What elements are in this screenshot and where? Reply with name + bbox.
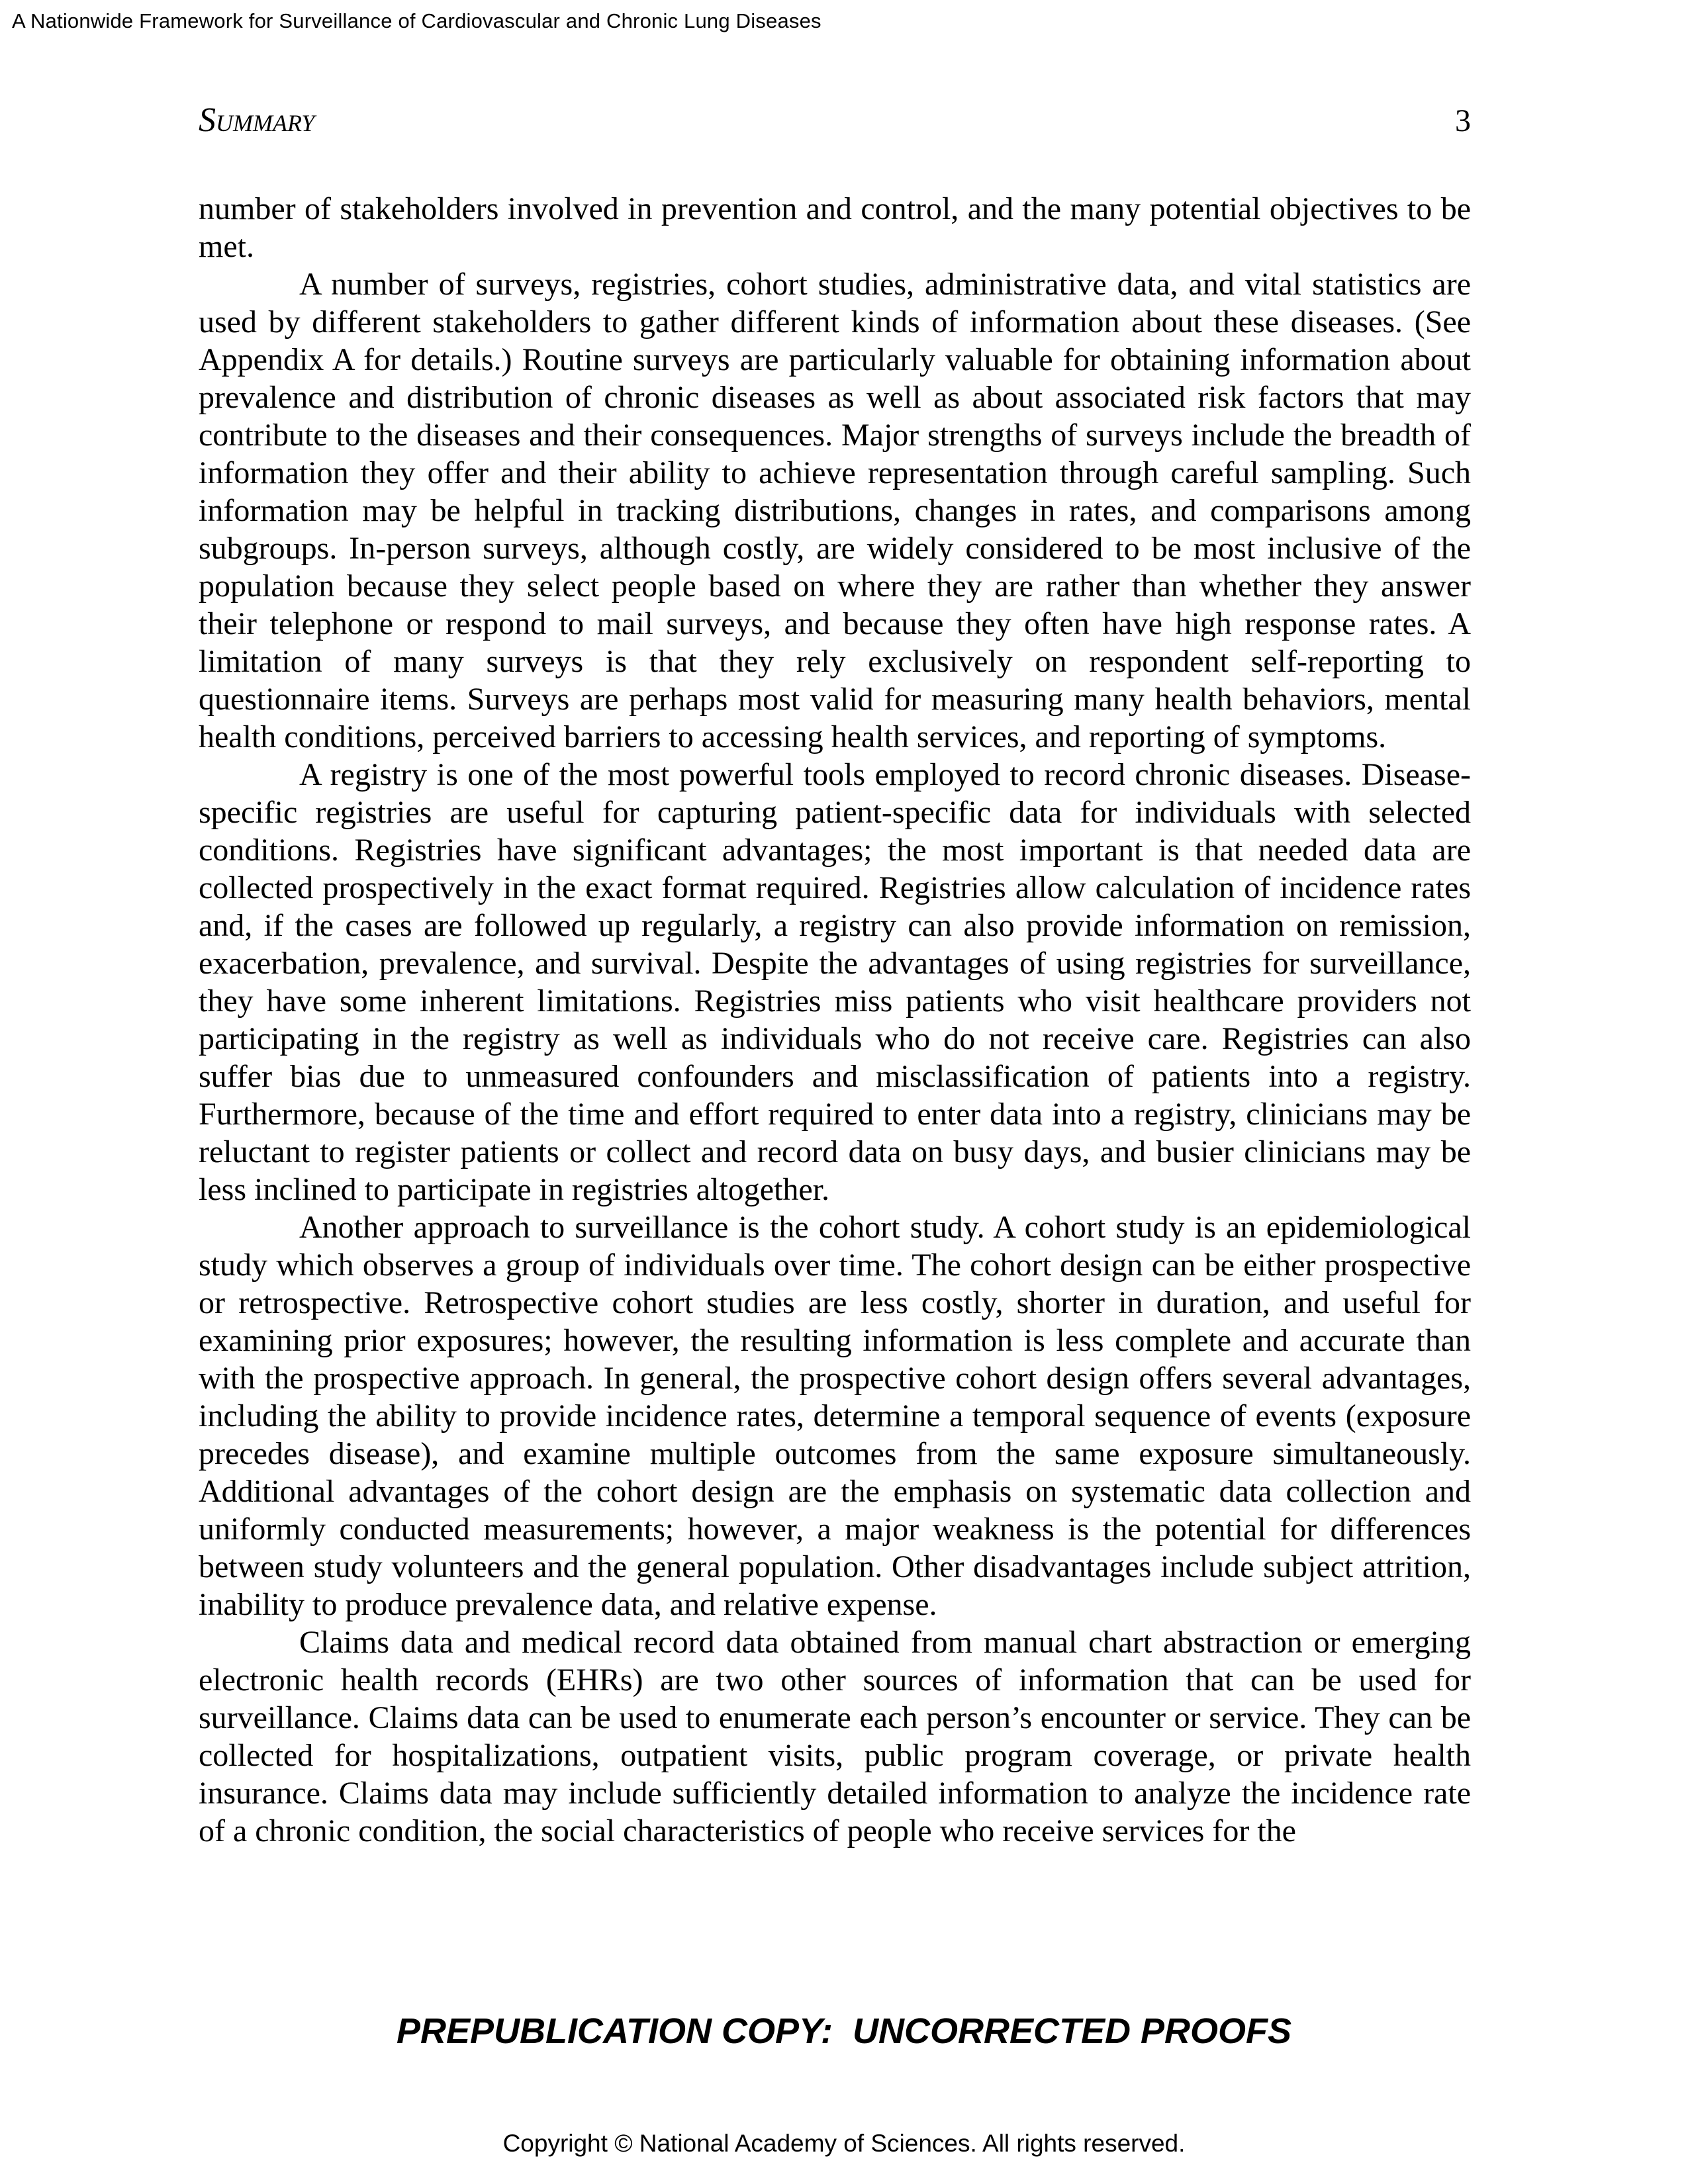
body-text-column: [199, 190, 1471, 1850]
paragraph-registries: A registry is one of the most powerful tools employed to record chronic diseases. Disease-specific registries are useful for capturing patient-specific data for individuals with selected conditions. Registries have significant advantages; the most important is that needed data are collected prospectively in the exact format required. Registries allow calculation of incidence rates and, if the cases are followed up regularly, a registry can also provide information on remission, exacerbation, prevalence, and survival. Despite the advantages of using registries for surveillance, they have some inherent limitations. Registries miss patients who visit healthcare providers not participating in the registry as well as individuals who do not receive care. Registries can also suffer bias due to unmeasured confounders and misclassification of patients into a registry. Furthermore, because of the time and effort required to enter data into a registry, clinicians may be reluctant to register patients or collect and record data on busy days, and busier clinicians may be less inclined to participate in registries altogether.: [199, 757, 1471, 1207]
paragraph-claims-data: Claims data and medical record data obtained from manual chart abstraction or emerging electronic health records (EHRs) are two other sources of information that can be used for surveillance. Claims data can be used to enumerate each person’s encounter or service. They can be collected for hospitalizations, outpatient visits, public program coverage, or private health insurance. Claims data may include sufficiently detailed information to analyze the incidence rate of a chronic condition, the social characteristics of people who receive services for the: [199, 1625, 1471, 1848]
paragraph-surveys: A number of surveys, registries, cohort studies, administrative data, and vital statistics are used by different stakeholders to gather different kinds of information about these diseases. (See Appendix A for details.) Routine surveys are particularly valuable for obtaining information about prevalence and distribution of chronic diseases as well as about associated risk factors that may contribute to the diseases and their consequences. Major strengths of surveys include the breadth of information they offer and their ability to achieve representation through careful sampling. Such information may be helpful in tracking distributions, changes in rates, and comparisons among subgroups. In-person surveys, although costly, are widely considered to be most inclusive of the population because they select people based on where they are rather than whether they answer their telephone or respond to mail surveys, and because they often have high response rates. A limitation of many surveys is that they rely exclusively on respondent self-reporting to questionnaire items. Surveys are perhaps most valid for measuring many health behaviors, mental health conditions, perceived barriers to accessing health services, and reporting of symptoms.: [199, 267, 1471, 754]
page-number: 3: [1455, 103, 1471, 138]
paragraph-continuation: number of stakeholders involved in prevention and control, and the many potential objectives to be met.: [199, 191, 1471, 264]
paragraph-cohort-study: Another approach to surveillance is the cohort study. A cohort study is an epidemiological study which observes a group of individuals over time. The cohort design can be either prospective or retrospective. Retrospective cohort studies are less costly, shorter in duration, and useful for examining prior exposures; however, the resulting information is less complete and accurate than with the prospective approach. In general, the prospective cohort design offers several advantages, including the ability to provide incidence rates, determine a temporal sequence of events (exposure precedes disease), and examine multiple outcomes from the same exposure simultaneously. Additional advantages of the cohort design are the emphasis on systematic data collection and uniformly conducted measurements; however, a major weakness is the potential for differences between study volunteers and the general population. Other disadvantages include subject attrition, inability to produce prevalence data, and relative expense.: [199, 1210, 1471, 1622]
copyright-notice: Copyright © National Academy of Sciences. All rights reserved.: [502, 2130, 1186, 2157]
prepublication-footer: PREPUBLICATION COPY: UNCORRECTED PROOFS: [396, 2011, 1292, 2051]
running-head-chapter: Summary: [199, 101, 315, 139]
running-header: [199, 101, 1471, 140]
document-title-header: A Nationwide Framework for Surveillance of Cardiovascular and Chronic Lung Diseases: [12, 9, 821, 32]
